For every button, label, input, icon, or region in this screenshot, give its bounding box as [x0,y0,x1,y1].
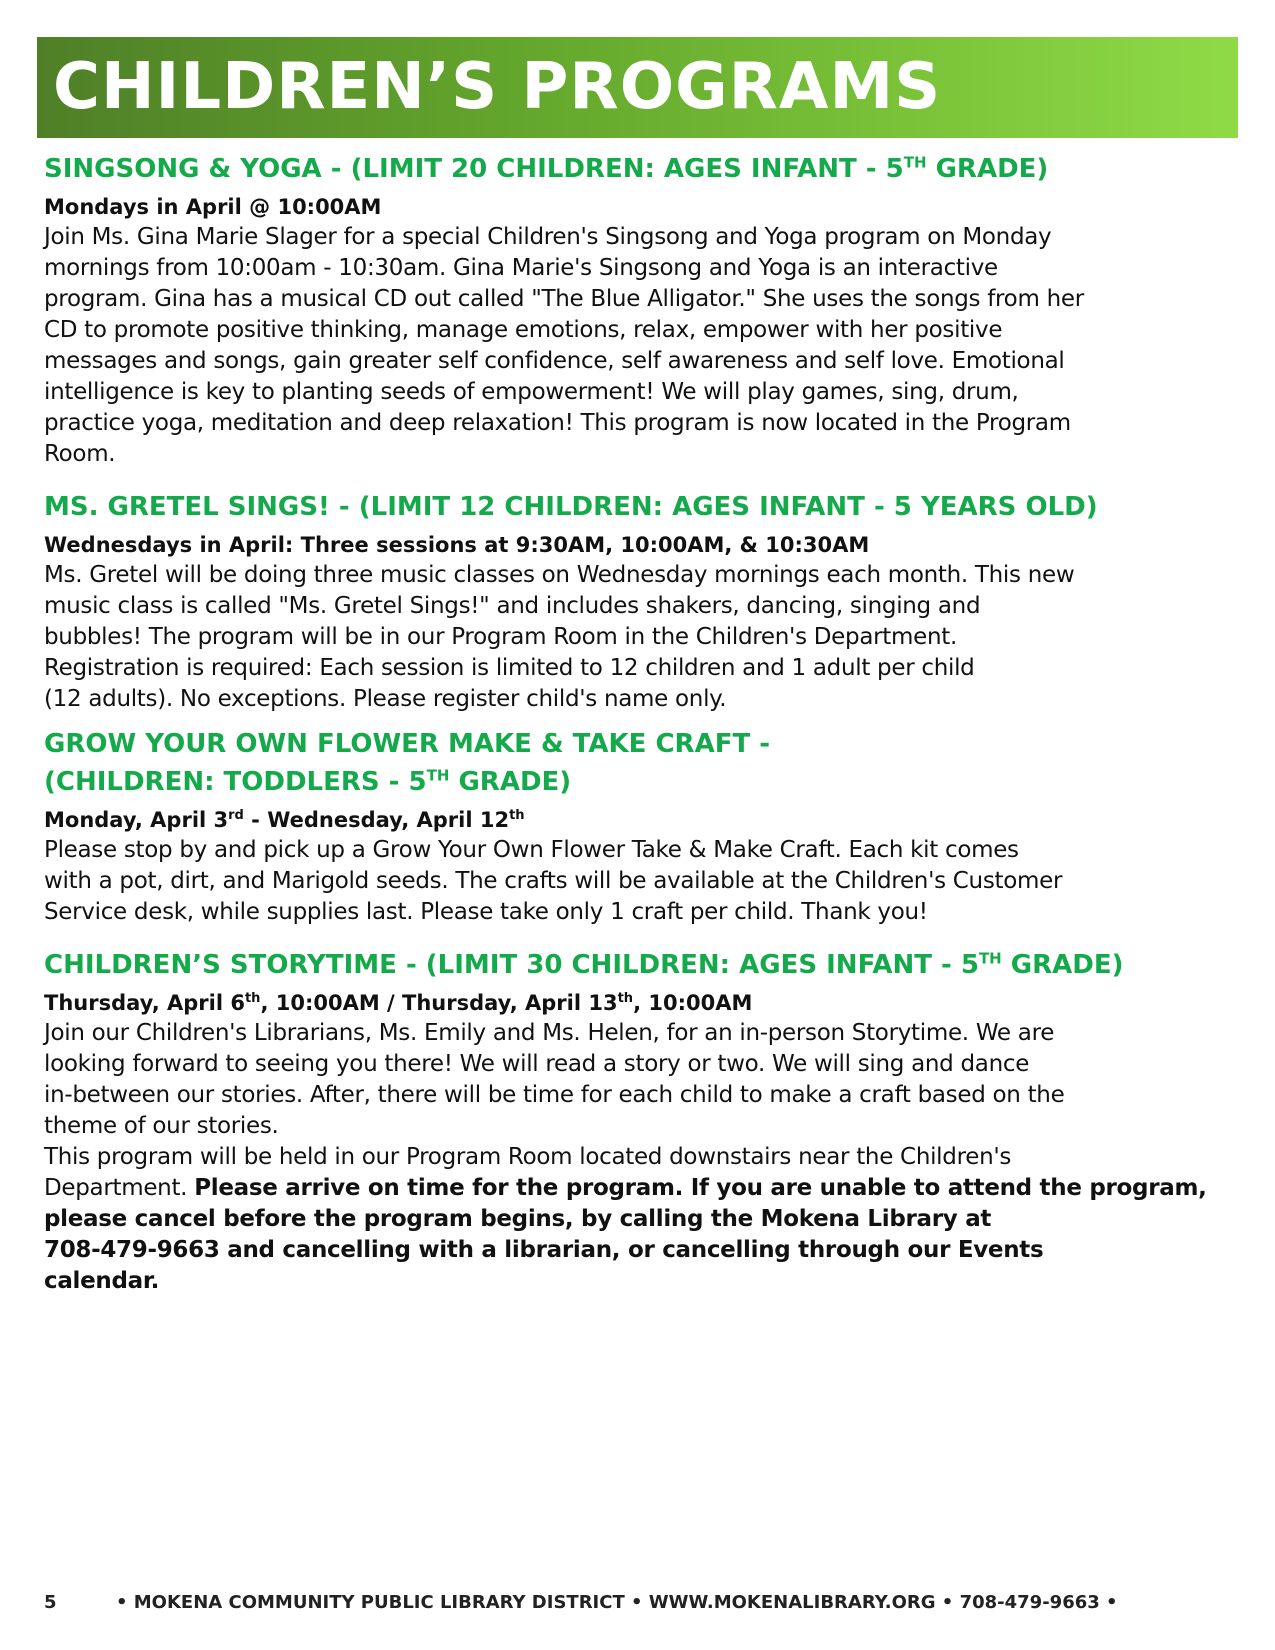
schedule-second: , 10:00AM / Thursday, April 13 [260,991,618,1015]
program-heading-tail: GRADE) [1001,950,1124,980]
schedule-superscript: rd [228,808,244,823]
program-heading-text: (CHILDREN: TODDLERS - 5 [44,767,427,797]
program-heading-text: SINGSONG & YOGA - (LIMIT 20 CHILDREN: AGES INFANT - 5 [44,154,904,184]
heading-superscript: TH [426,766,450,785]
page-footer [44,1588,1234,1618]
program-heading [44,946,1234,984]
schedule-end: - Wednesday, April 12 [243,808,510,832]
program-ms-gretel-sings [44,488,1234,715]
program-heading [44,763,1234,801]
program-childrens-storytime [44,946,1234,1297]
description-text: Join our Children's Librarians, Ms. Emily and Ms. Helen, for an in-person Storytime. We are looking forward to seeing you there! We will read a story or two. We will sing and dance in-between our stories. After, there will be time for each child to make a craft based on the theme of our stories. This program will be held in our Program Room located downstairs near the Children's Department. [44,1020,1065,1201]
schedule-superscript: th [617,991,634,1006]
program-singsong-yoga [44,150,1234,470]
program-schedule: Mondays in April @ 10:00AM [44,195,382,219]
heading-superscript: TH [978,949,1002,968]
page-title: CHILDREN’S PROGRAMS [53,50,942,124]
page-banner [37,37,1238,138]
heading-superscript: TH [903,153,927,172]
schedule-time: , 10:00AM [633,991,753,1015]
program-schedule [44,988,1234,1018]
schedule-start: Monday, April 3 [44,808,229,832]
program-schedule: Wednesdays in April: Three sessions at 9:30AM, 10:00AM, & 10:30AM [44,533,870,557]
program-description: Join Ms. Gina Marie Slager for a special Children's Singsong and Yoga program on Monday mornings from 10:00am - 10:30am. Gina Marie's Singsong and Yoga is an interactive program. Gina has a musical CD out called "The Blue Alligator." She uses the songs from her CD to promote positive thinking, manage emotions, relax, empower with her positive messages and songs, gain greater self confidence, self awareness and self love. Emotional intelligence is key to planting seeds of empowerment! We will play games, sing, drum, practice yoga, meditation and deep relaxation! This program is now located in the Program Room. [44,224,1084,467]
program-heading: MS. GRETEL SINGS! - (LIMIT 12 CHILDREN: AGES INFANT - 5 YEARS OLD) [44,492,1098,522]
programs-list [44,150,1234,1315]
schedule-superscript: th [509,808,525,823]
program-grow-your-own-flower [44,725,1234,928]
program-heading-tail: GRADE) [926,154,1049,184]
program-schedule [44,805,1234,835]
program-heading-tail: GRADE) [449,767,572,797]
program-heading-line1: GROW YOUR OWN FLOWER MAKE & TAKE CRAFT - [44,729,771,759]
page-number: 5 [44,1592,57,1613]
description-bold-notice: Please arrive on time for the program. If you are unable to attend the program, please cancel before the program begins, by calling the Mokena Library at 708-479-9663 and cancelling with a librarian, or cancelling through our Events calendar. [44,1175,1207,1294]
schedule-superscript: th [244,991,261,1006]
program-description: Ms. Gretel will be doing three music classes on Wednesday mornings each month. This new music class is called "Ms. Gretel Sings!" and includes shakers, dancing, singing and bubbles! The program will be in our Program Room in the Children's Department. Registration is required: Each session is limited to 12 children and 1 adult per child (12 adults). No exceptions. Please register child's name only. [44,562,1075,712]
program-description: Please stop by and pick up a Grow Your Own Flower Take & Make Craft. Each kit comes with a pot, dirt, and Marigold seeds. The crafts will be available at the Children's Customer Service desk, while supplies last. Please take only 1 craft per child. Thank you! [44,837,1063,925]
footer-contact-info: • MOKENA COMMUNITY PUBLIC LIBRARY DISTRICT • WWW.MOKENALIBRARY.ORG • 708-479-9663 • [116,1592,1118,1613]
program-heading [44,150,1234,188]
program-heading-text: CHILDREN’S STORYTIME - (LIMIT 30 CHILDREN: AGES INFANT - 5 [44,950,979,980]
schedule-first: Thursday, April 6 [44,991,245,1015]
program-description [44,1018,1234,1297]
